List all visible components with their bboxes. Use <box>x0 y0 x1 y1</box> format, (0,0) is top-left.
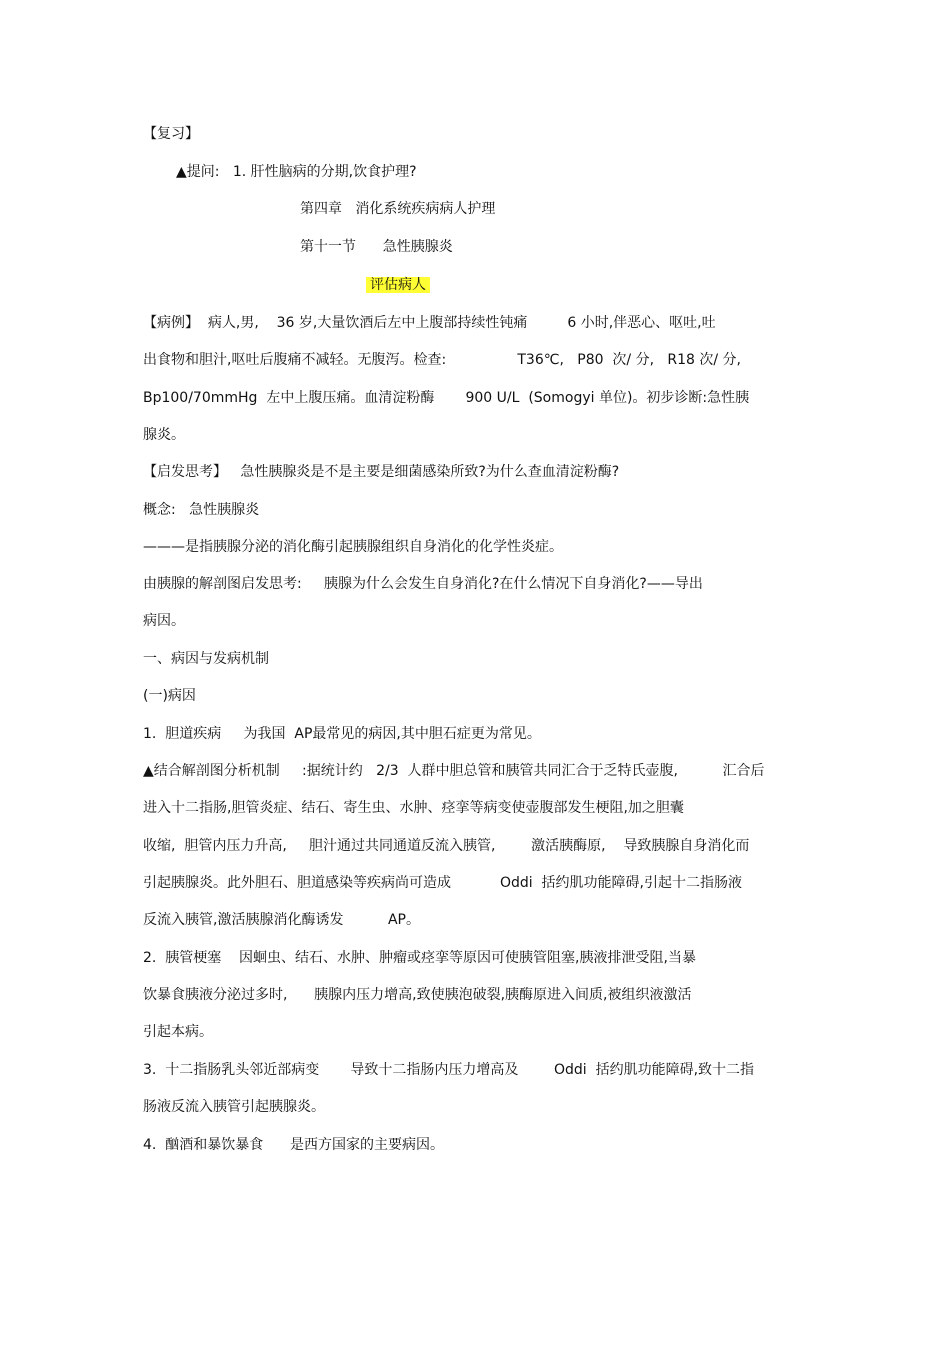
cause-3-line-1: 3. 十二指肠乳头邻近部病变 导致十二指肠内压力增高及 Oddi 括约肌功能障碍,致十二指 <box>143 1062 755 1078</box>
cause-2-line-3: 引起本病。 <box>143 1024 213 1040</box>
cause-4: 4. 酗酒和暴饮暴食 是西方国家的主要病因。 <box>143 1137 444 1153</box>
review-heading: 【复习】 <box>143 126 199 142</box>
subsection-heading-1: (一)病因 <box>143 688 196 704</box>
chapter-title: 第四章 消化系统疾病病人护理 <box>300 201 496 217</box>
mechanism-line-3: 收缩, 胆管内压力升高, 胆汁通过共同通道反流入胰管, 激活胰酶原, 导致胰腺自身消化而 <box>143 838 750 854</box>
case-line-1: 【病例】 病人,男, 36 岁,大量饮酒后左中上腹部持续性钝痛 6 小时,伴恶心、呕吐,吐 <box>143 315 716 331</box>
cause-1: 1. 胆道疾病 为我国 AP最常见的病因,其中胆石症更为常见。 <box>143 726 541 742</box>
cause-2-line-1: 2. 胰管梗塞 因蛔虫、结石、水肿、肿瘤或痉挛等原因可使胰管阻塞,胰液排泄受阻,当暴 <box>143 950 696 966</box>
concept-definition: ———是指胰腺分泌的消化酶引起胰腺组织自身消化的化学性炎症。 <box>143 539 563 555</box>
case-line-2: 出食物和胆汁,呕吐后腹痛不减轻。无腹泻。检查: T36℃, P80 次/ 分, R18 次/ 分, <box>143 352 741 368</box>
mechanism-line-4: 引起胰腺炎。此外胆石、胆道感染等疾病尚可造成 Oddi 括约肌功能障碍,引起十二指肠液 <box>143 875 742 891</box>
cause-3-line-2: 肠液反流入胰管引起胰腺炎。 <box>143 1099 325 1115</box>
section-heading-1: 一、病因与发病机制 <box>143 651 269 667</box>
concept-label: 概念: 急性胰腺炎 <box>143 502 260 518</box>
cause-2-line-2: 饮暴食胰液分泌过多时, 胰腺内压力增高,致使胰泡破裂,胰酶原进入间质,被组织液激活 <box>143 987 692 1003</box>
case-line-3: Bp100/70mmHg 左中上腹压痛。血清淀粉酶 900 U/L (Somogyi 单位)。初步诊断:急性胰 <box>143 390 750 406</box>
mechanism-line-5: 反流入胰管,激活胰腺消化酶诱发 AP。 <box>143 912 420 928</box>
mechanism-line-2: 进入十二指肠,胆管炎症、结石、寄生虫、水肿、痉挛等病变使壶腹部发生梗阻,加之胆囊 <box>143 800 684 816</box>
case-line-4: 腺炎。 <box>143 427 185 443</box>
anatomy-line-1: 由胰腺的解剖图启发思考: 胰腺为什么会发生自身消化?在什么情况下自身消化?——导出 <box>143 576 703 592</box>
highlight: 评估病人 <box>366 277 430 293</box>
assess-patient-heading <box>366 275 430 295</box>
review-question: ▲提问: 1. 肝性脑病的分期,饮食护理? <box>176 164 417 180</box>
anatomy-line-2: 病因。 <box>143 613 185 629</box>
mechanism-line-1: ▲结合解剖图分析机制 :据统计约 2/3 人群中胆总管和胰管共同汇合于乏特氏壶腹, 汇合后 <box>143 763 765 779</box>
section-title: 第十一节 急性胰腺炎 <box>300 239 453 255</box>
think-paragraph: 【启发思考】 急性胰腺炎是不是主要是细菌感染所致?为什么查血清淀粉酶? <box>143 464 620 480</box>
